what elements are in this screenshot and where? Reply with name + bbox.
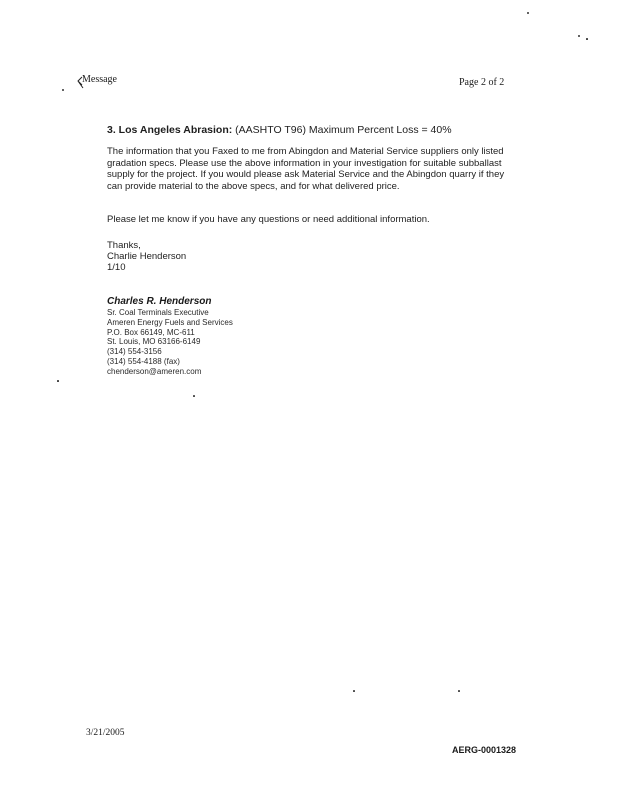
- closing-date: 1/10: [107, 262, 126, 273]
- scan-speck: [586, 38, 588, 40]
- closing-thanks: Thanks,: [107, 240, 141, 251]
- signature-email: chenderson@ameren.com: [107, 366, 202, 376]
- scan-speck: [57, 380, 59, 382]
- signature-block: [107, 296, 233, 377]
- scan-speck: [62, 89, 64, 91]
- signature-fax: (314) 554-4188 (fax): [107, 356, 180, 366]
- paragraph-fax-info: The information that you Faxed to me from Abingdon and Material Service suppliers only listed gradation specs. Please use the above information in your investigation for suitable subballast supply for the project. If you would please ask Material Service and the Abingdon quarry if they can provide material to the above specs, and for what delivered price.: [107, 146, 505, 192]
- header-message-label: Message: [82, 74, 117, 85]
- section-heading: [107, 125, 507, 137]
- signature-city: St. Louis, MO 63166-6149: [107, 337, 201, 347]
- scan-speck: [578, 35, 580, 37]
- signature-phone: (314) 554-3156: [107, 347, 162, 357]
- signature-title: Sr. Coal Terminals Executive: [107, 308, 209, 317]
- signature-po-box: P.O. Box 66149, MC-611: [107, 327, 195, 337]
- paragraph-questions: Please let me know if you have any questions or need additional information.: [107, 214, 430, 225]
- section-heading-bold: 3. Los Angeles Abrasion:: [107, 124, 233, 136]
- signature-name: Charles R. Henderson: [107, 296, 212, 307]
- closing-block: [107, 240, 507, 273]
- footer-bates-number: AERG-0001328: [452, 745, 517, 755]
- scan-speck: [458, 690, 460, 692]
- signature-company: Ameren Energy Fuels and Services: [107, 317, 233, 327]
- scan-speck: [527, 12, 529, 14]
- footer-date: 3/21/2005: [86, 728, 125, 738]
- header-page-number: Page 2 of 2: [459, 77, 505, 88]
- scan-speck: [353, 690, 355, 692]
- scan-speck: [193, 395, 195, 397]
- closing-name: Charlie Henderson: [107, 251, 187, 262]
- section-heading-rest: (AASHTO T96) Maximum Percent Loss = 40%: [232, 124, 452, 136]
